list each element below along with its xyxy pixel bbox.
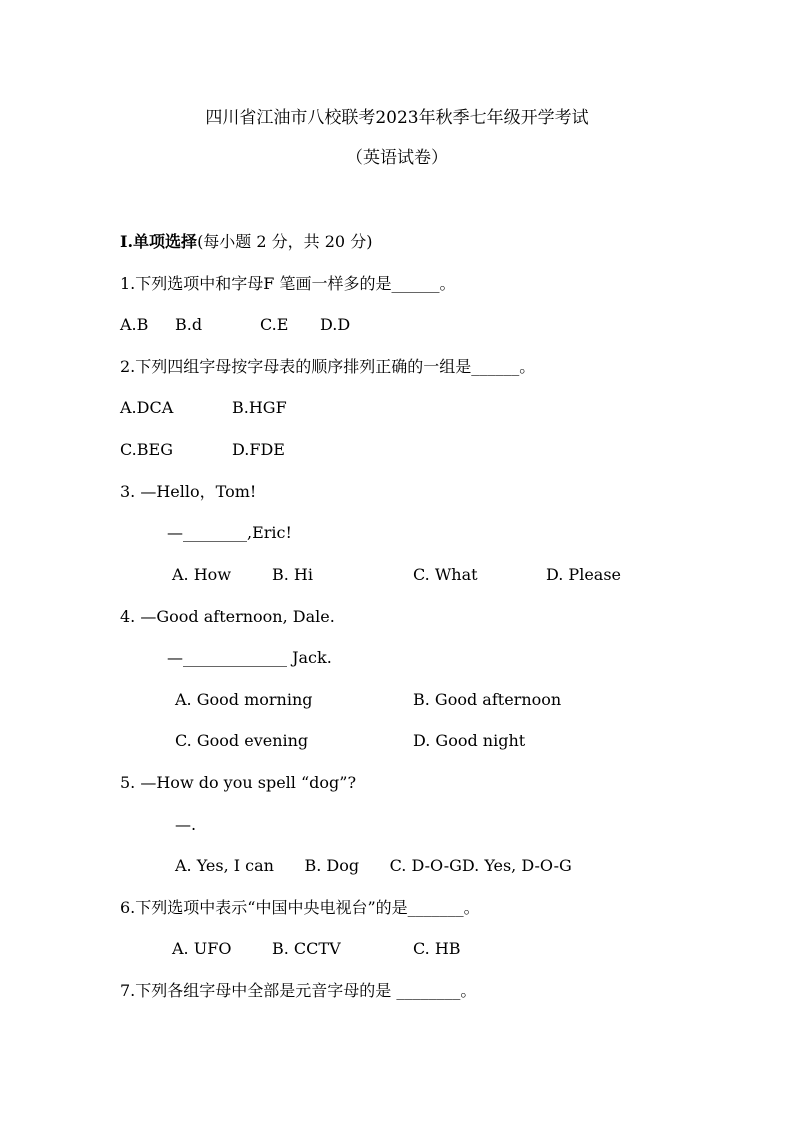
question-4-option-a: A. Good morning: [175, 690, 313, 709]
question-3-reply: —________,Eric!: [167, 523, 292, 542]
question-3-stem: 3. —Hello，Tom!: [120, 482, 257, 501]
question-3-option-d: D. Please: [546, 565, 621, 584]
question-4-option-c: C. Good evening: [175, 731, 309, 750]
question-6-stem: 6.下列选项中表示“中国中央电视台”的是_______。: [120, 898, 480, 917]
question-4-option-b: B. Good afternoon: [413, 690, 562, 709]
question-1-stem: 1.下列选项中和字母F 笔画一样多的是______。: [120, 274, 456, 293]
exam-subtitle: （英语试卷）: [346, 148, 448, 168]
question-3-option-b: B. Hi: [272, 565, 313, 584]
question-3-option-c: C. What: [413, 565, 478, 584]
question-4-stem: 4. —Good afternoon, Dale.: [120, 607, 335, 626]
question-2-stem: 2.下列四组字母按字母表的顺序排列正确的一组是______。: [120, 357, 536, 376]
question-6-option-b: B. CCTV: [272, 939, 341, 958]
question-1-option-b: B.d: [175, 315, 203, 334]
question-2-option-c: C.BEG: [120, 440, 173, 459]
question-4-reply: —_____________ Jack.: [167, 648, 332, 667]
section-heading: [120, 232, 372, 252]
question-6-option-c: C. HB: [413, 939, 461, 958]
question-5-options: A. Yes, I can B. Dog C. D-O-GD. Yes, D-O-G: [175, 856, 572, 875]
question-1-option-d: D.D: [320, 315, 351, 334]
section-heading-scoring: (每小题 2 分，共 20 分): [197, 232, 373, 251]
section-heading-label: Ⅰ.单项选择: [120, 232, 198, 251]
question-5-reply: —.: [175, 815, 197, 834]
exam-title: 四川省江油市八校联考2023年秋季七年级开学考试: [205, 108, 589, 128]
question-5-stem: 5. —How do you spell “dog”?: [120, 773, 357, 792]
question-3-option-a: A. How: [172, 565, 232, 584]
question-1-option-a: A.B: [120, 315, 149, 334]
question-2-option-a: A.DCA: [120, 398, 174, 417]
question-7-stem: 7.下列各组字母中全部是元音字母的是 ________。: [120, 981, 477, 1000]
question-1-option-c: C.E: [260, 315, 289, 334]
question-4-option-d: D. Good night: [413, 731, 526, 750]
question-2-option-d: D.FDE: [232, 440, 285, 459]
question-2-option-b: B.HGF: [232, 398, 287, 417]
question-6-option-a: A. UFO: [172, 939, 232, 958]
